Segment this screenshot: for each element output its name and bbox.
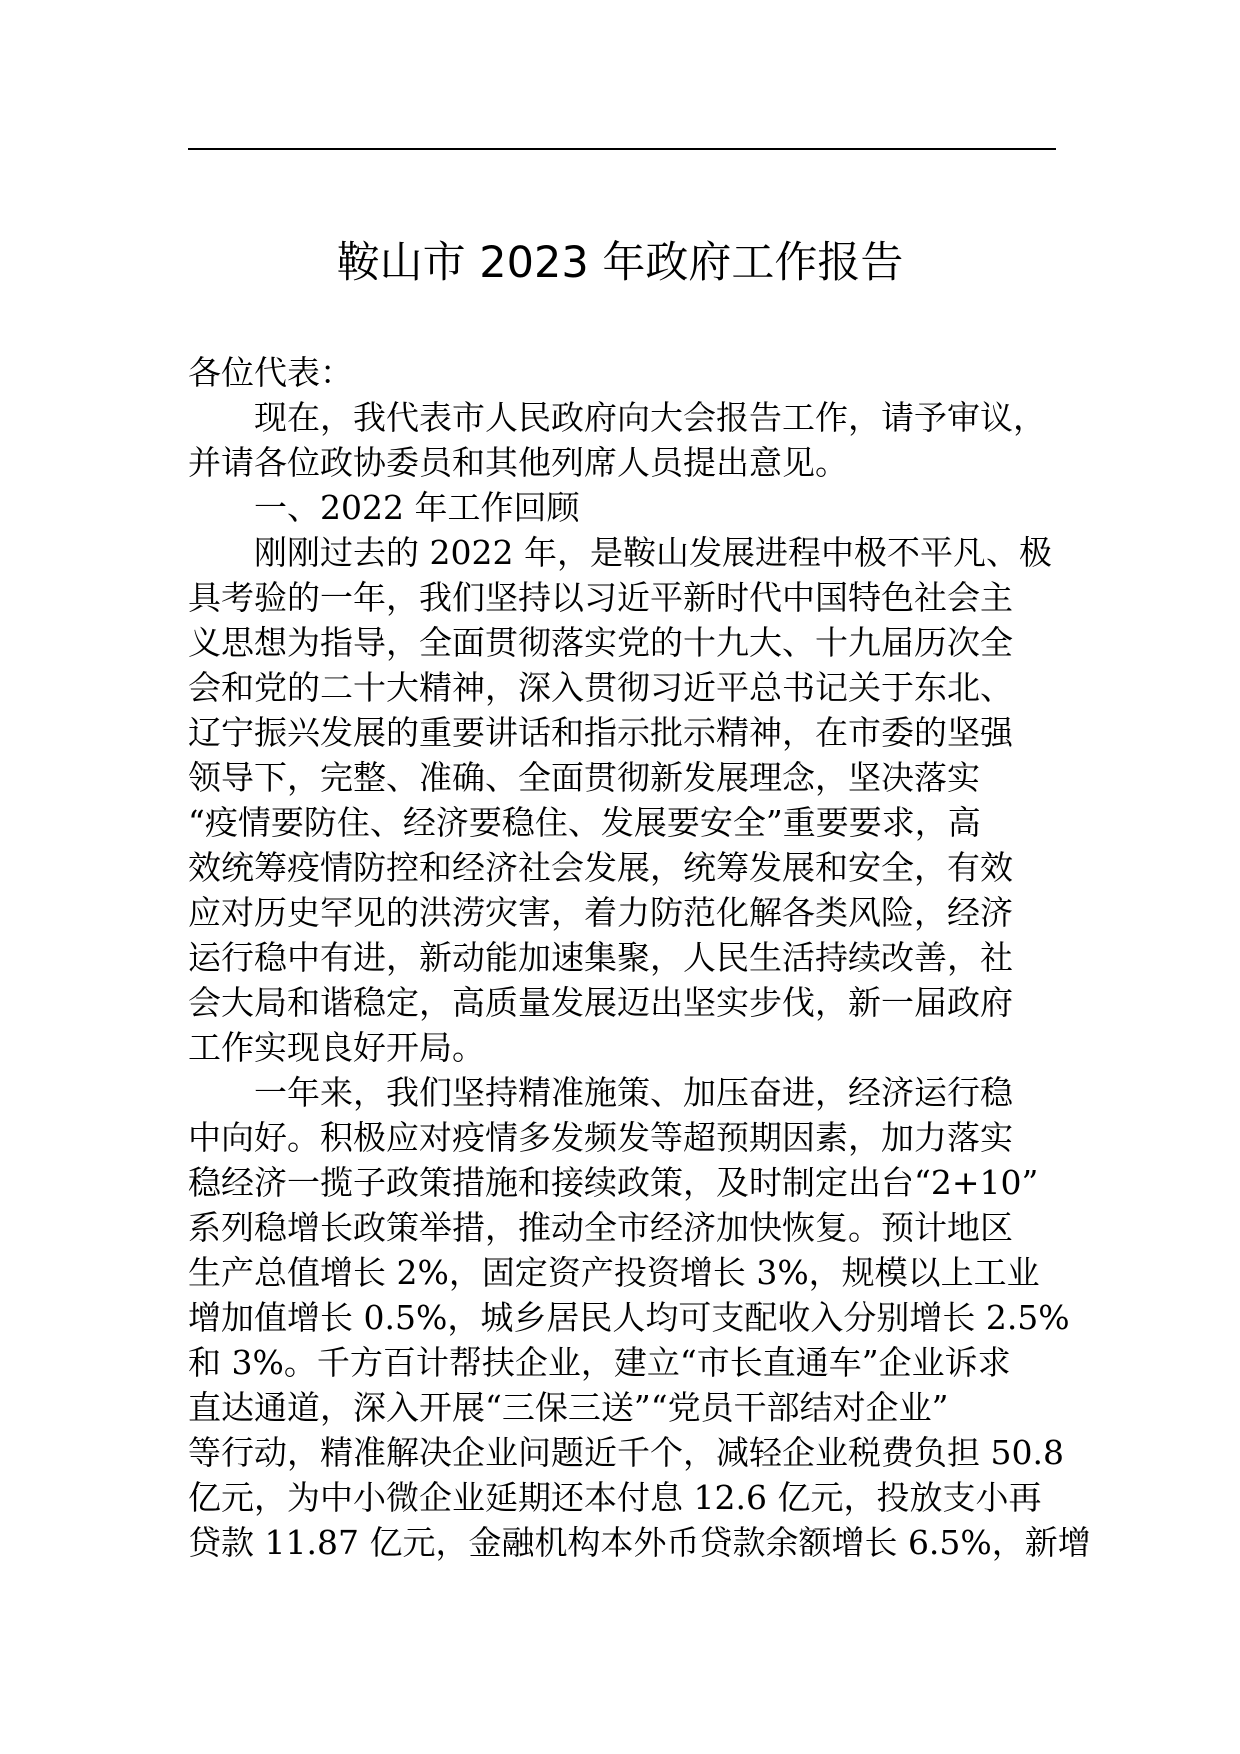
paragraph-line: 生产总值增长 2%，固定资产投资增长 3%，规模以上工业 xyxy=(188,1253,1040,1292)
paragraph-line: 会和党的二十大精神，深入贯彻习近平总书记关于东北、 xyxy=(188,668,1013,707)
paragraph-line: 辽宁振兴发展的重要讲话和指示批示精神，在市委的坚强 xyxy=(188,713,1013,752)
paragraph-line: 和 3%。千方百计帮扶企业，建立“市长直通车”企业诉求 xyxy=(188,1343,1011,1382)
paragraph-line: 刚刚过去的 2022 年，是鞍山发展进程中极不平凡、极 xyxy=(254,533,1052,572)
paragraph-line: 直达通道，深入开展“三保三送”“党员干部结对企业” xyxy=(188,1388,949,1427)
paragraph-line: 工作实现良好开局。 xyxy=(188,1028,485,1067)
paragraph-line: 等行动，精准解决企业问题近千个，减轻企业税费负担 50.8 xyxy=(188,1433,1064,1472)
paragraph-line: 并请各位政协委员和其他列席人员提出意见。 xyxy=(188,443,848,482)
paragraph-line: 义思想为指导，全面贯彻落实党的十九大、十九届历次全 xyxy=(188,623,1013,662)
paragraph-line: 系列稳增长政策举措，推动全市经济加快恢复。预计地区 xyxy=(188,1208,1013,1247)
paragraph-line: 贷款 11.87 亿元，金融机构本外币贷款余额增长 6.5%，新增 xyxy=(188,1523,1091,1562)
paragraph-line: 增加值增长 0.5%，城乡居民人均可支配收入分别增长 2.5% xyxy=(188,1298,1070,1337)
paragraph-line: 现在，我代表市人民政府向大会报告工作，请予审议， xyxy=(254,398,1046,437)
section-heading: 一、2022 年工作回顾 xyxy=(254,488,580,527)
paragraph-line: 领导下，完整、准确、全面贯彻新发展理念，坚决落实 xyxy=(188,758,980,797)
salutation: 各位代表： xyxy=(188,353,353,392)
paragraph-line: 中向好。积极应对疫情多发频发等超预期因素，加力落实 xyxy=(188,1118,1013,1157)
paragraph-line: 亿元，为中小微企业延期还本付息 12.6 亿元，投放支小再 xyxy=(188,1478,1042,1517)
document-title: 鞍山市 2023 年政府工作报告 xyxy=(336,238,904,288)
paragraph-line: 具考验的一年，我们坚持以习近平新时代中国特色社会主 xyxy=(188,578,1013,617)
paragraph-line: 稳经济一揽子政策措施和接续政策，及时制定出台“2+10” xyxy=(188,1163,1039,1202)
paragraph-line: “疫情要防住、经济要稳住、发展要安全”重要要求，高 xyxy=(188,803,981,842)
document-body xyxy=(188,350,1091,1565)
paragraph-line: 会大局和谐稳定，高质量发展迈出坚实步伐，新一届政府 xyxy=(188,983,1013,1022)
paragraph-line: 运行稳中有进，新动能加速集聚，人民生活持续改善，社 xyxy=(188,938,1013,977)
header-rule xyxy=(188,148,1056,150)
paragraph-line: 应对历史罕见的洪涝灾害，着力防范化解各类风险，经济 xyxy=(188,893,1013,932)
paragraph-line: 一年来，我们坚持精准施策、加压奋进，经济运行稳 xyxy=(254,1073,1013,1112)
paragraph-line: 效统筹疫情防控和经济社会发展，统筹发展和安全，有效 xyxy=(188,848,1013,887)
